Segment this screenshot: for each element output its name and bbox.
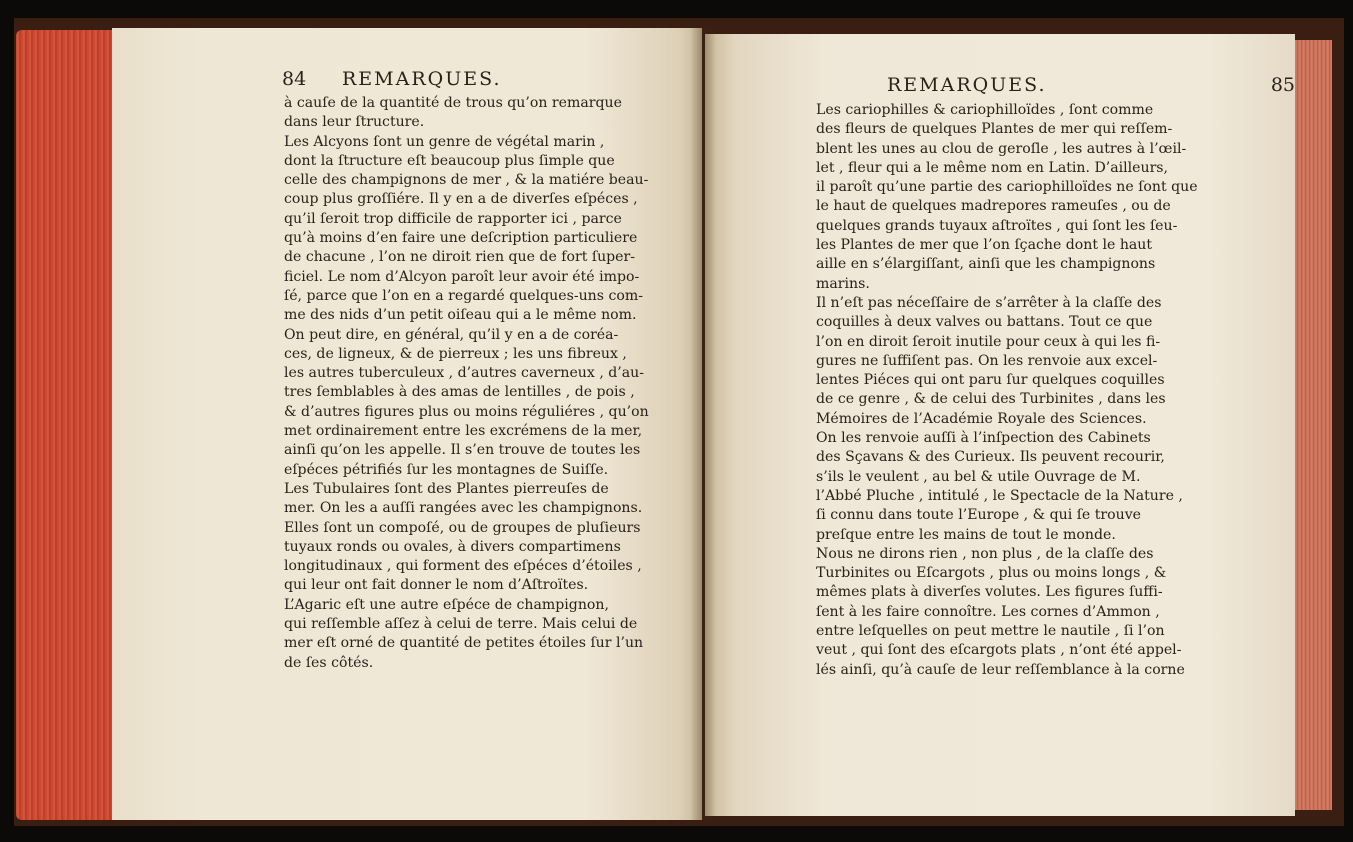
left-page-header bbox=[282, 68, 682, 94]
text-line: les Plantes de mer que l’on ſçache dont le haut bbox=[816, 237, 1153, 254]
text-line: Il n’eſt pas néceſſaire de s’arrêter à la claſſe des bbox=[816, 294, 1162, 311]
text-line: s’ils le veulent , au bel & utile Ouvrage de M. bbox=[816, 468, 1141, 485]
text-line: ainſi qu’on les appelle. Il s’en trouve de toutes les bbox=[284, 442, 641, 459]
text-line: Turbinites ou Eſcargots , plus ou moins longs , & bbox=[816, 565, 1167, 582]
left-page-body bbox=[284, 94, 684, 673]
text-line: Mémoires de l’Académie Royale des Sciences. bbox=[816, 410, 1147, 427]
text-line: entre leſquelles on peut mettre le nautile , ſi l’on bbox=[816, 623, 1165, 640]
text-line: & d’autres figures plus ou moins réguliéres , qu’on bbox=[284, 403, 649, 420]
text-line: les autres tuberculeux , d’autres caverneux , d’au- bbox=[284, 365, 645, 382]
page-edges-left bbox=[16, 30, 116, 820]
text-line: ſé, parce que l’on en a regardé quelques-uns com- bbox=[284, 287, 643, 304]
text-line: Les Tubulaires ſont des Plantes pierreuſes de bbox=[284, 480, 609, 497]
text-line: met ordinairement entre les excrémens de la mer, bbox=[284, 423, 643, 440]
text-line: dont la ſtructure eſt beaucoup plus ſimple que bbox=[284, 152, 615, 169]
text-line: tuyaux ronds ou ovales, à divers compartimens bbox=[284, 538, 621, 555]
text-line: des fleurs de quelques Plantes de mer qui reſſem- bbox=[816, 121, 1173, 138]
text-line: celle des champignons de mer , & la matiére beau- bbox=[284, 172, 649, 189]
text-line: ces, de ligneux, & de pierreux ; les uns fibreux , bbox=[284, 345, 627, 362]
text-line: de chacune , l’on ne diroit rien que de fort ſuper- bbox=[284, 249, 636, 266]
text-line: blent les unes au clou de geroſle , les autres à l’œil- bbox=[816, 140, 1187, 157]
text-line: de ce genre , & de celui des Turbinites , dans les bbox=[816, 391, 1166, 408]
text-line: coquilles à deux valves ou battans. Tout ce que bbox=[816, 314, 1153, 331]
text-line: On les renvoie auſſi à l’inſpection des Cabinets bbox=[816, 430, 1151, 447]
text-line: marins. bbox=[816, 275, 870, 292]
text-line: gures ne ſuffiſent pas. On les renvoie aux excel- bbox=[816, 352, 1158, 369]
text-line: tres ſemblables à des amas de lentilles , de pois , bbox=[284, 384, 635, 401]
right-page-number: 85 bbox=[1270, 74, 1295, 96]
text-line: longitudinaux , qui forment des eſpéces d’étoiles , bbox=[284, 558, 642, 575]
text-line: Nous ne dirons rien , non plus , de la claſſe des bbox=[816, 545, 1154, 562]
text-line: ficiel. Le nom d’Alcyon paroît leur avoir été impo- bbox=[284, 268, 640, 285]
text-line: le haut de quelques madrepores rameuſes , ou de bbox=[816, 198, 1171, 215]
text-line: ſi connu dans toute l’Europe , & qui ſe trouve bbox=[816, 507, 1142, 524]
text-line: qui leur ont fait donner le nom d’Aſtroïtes. bbox=[284, 577, 589, 594]
text-line: Les Alcyons ſont un genre de végétal marin , bbox=[284, 133, 605, 150]
text-line: ſent à les faire connoître. Les cornes d’Ammon , bbox=[816, 603, 1160, 620]
text-line: lés ainſi, qu’à cauſe de leur reſſemblance à la corne bbox=[816, 661, 1185, 678]
text-line: de ſes côtés. bbox=[284, 654, 374, 671]
text-line: On peut dire, en général, qu’il y en a de coréa- bbox=[284, 326, 619, 343]
text-line: Les cariophilles & cariophilloïdes , ſont comme bbox=[816, 102, 1154, 118]
text-line: me des nids d’un petit oiſeau qui a le même nom. bbox=[284, 307, 637, 324]
text-line: lentes Piéces qui ont paru ſur quelques coquilles bbox=[816, 372, 1165, 389]
left-page-number: 84 bbox=[282, 68, 307, 90]
text-line: quelques grands tuyaux aſtroïtes , qui ſont les ſeu- bbox=[816, 217, 1178, 234]
text-line: à cauſe de la quantité de trous qu’on remarque bbox=[284, 95, 622, 111]
page-edges-right bbox=[1290, 40, 1332, 810]
text-line: l’on en diroit ſeroit inutile pour ceux à qui les fi- bbox=[816, 333, 1161, 350]
text-line: mer. On les a auſſi rangées avec les champignons. bbox=[284, 500, 643, 517]
text-line: aille en s’élargiſſant, ainſi que les champignons bbox=[816, 256, 1156, 273]
text-line: l’Abbé Pluche , intitulé , le Spectacle de la Nature , bbox=[816, 487, 1183, 504]
text-line: il paroît qu’une partie des cariophilloïdes ne ſont que bbox=[816, 179, 1198, 196]
right-page-body bbox=[816, 101, 1250, 680]
text-line: eſpéces pétrifiés ſur les montagnes de Suiſſe. bbox=[284, 461, 609, 478]
text-line: let , fleur qui a le même nom en Latin. D’ailleurs, bbox=[816, 159, 1169, 176]
left-page bbox=[112, 28, 702, 820]
text-line: coup plus groſſiére. Il y en a de diverſes eſpéces , bbox=[284, 191, 638, 208]
text-line: dans leur ſtructure. bbox=[284, 114, 425, 131]
left-running-title: REMARQUES. bbox=[342, 68, 502, 90]
text-line: mêmes plats à diverſes volutes. Les figures ſuffi- bbox=[816, 584, 1163, 601]
text-line: qu’à moins d’en faire une deſcription particuliere bbox=[284, 230, 638, 247]
text-line: qu’il ſeroit trop difficile de rapporter ici , parce bbox=[284, 210, 622, 227]
right-page-header bbox=[865, 74, 1295, 100]
text-line: mer eſt orné de quantité de petites étoiles ſur l’un bbox=[284, 635, 644, 652]
text-line: Elles ſont un compoſé, ou de groupes de pluſieurs bbox=[284, 519, 641, 536]
book-gutter bbox=[690, 28, 716, 820]
right-page bbox=[705, 34, 1295, 816]
text-line: qui reſſemble aſſez à celui de terre. Mais celui de bbox=[284, 616, 638, 633]
text-line: preſque entre les mains de tout le monde. bbox=[816, 526, 1116, 543]
text-line: des Sçavans & des Curieux. Ils peuvent recourir, bbox=[816, 449, 1165, 466]
text-line: L’Agaric eſt une autre eſpéce de champignon, bbox=[284, 596, 609, 613]
text-line: veut , qui ſont des eſcargots plats , n’ont été appel- bbox=[816, 642, 1182, 659]
right-running-title: REMARQUES. bbox=[887, 74, 1047, 96]
